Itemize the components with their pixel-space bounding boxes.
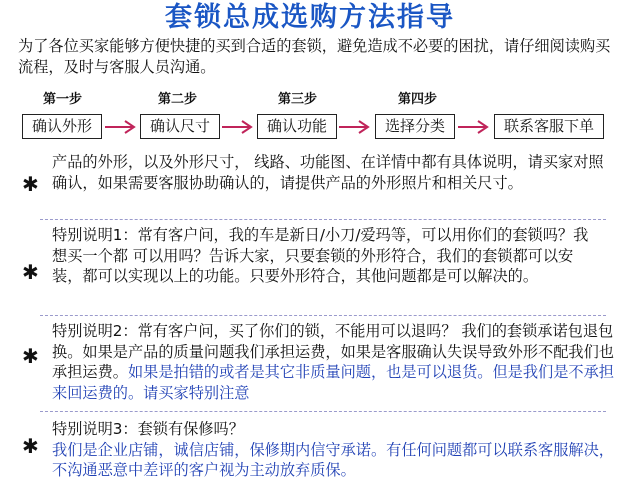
page-title: 套锁总成选购方法指导 (165, 2, 455, 33)
step-3-label: 第三步 (278, 92, 318, 107)
step-5-box: 联系客服下单 (494, 114, 604, 139)
divider (40, 315, 606, 316)
note-3-highlight: 我们是企业店铺，诚信店铺，保修期内信守承诺。有任何问题都可以联系客服解决，不沟通恶意中差评的客户视为主动放弃质保。 (52, 440, 614, 479)
star-icon: ✱ (22, 172, 39, 196)
section-note-3 (52, 419, 617, 481)
step-1-label: 第一步 (43, 92, 83, 107)
step-1-box: 确认外形 (22, 114, 102, 139)
star-icon: ✱ (22, 260, 39, 284)
divider (40, 219, 606, 220)
arrow-right-icon (104, 118, 139, 136)
step-4-box: 选择分类 (375, 114, 455, 139)
section-note-2 (52, 321, 617, 403)
note-2-text: 特别说明2：常有客户问，买了你们的锁，不能用可以退吗？ 我们的套锁承诺包退包换。如果是产品的质量问题我们承担运费，如果是客服确认失误导致外形不配我们也承担运费。 (52, 322, 614, 381)
star-icon: ✱ (22, 344, 39, 368)
arrow-right-icon (221, 118, 256, 136)
section-shape-size: 产品的外形，以及外形尺寸， 线路、功能图、在详情中都有具体说明，请买家对照确认，如果需要客服协助确认的，请提供产品的外形照片和相关尺寸。 (52, 153, 604, 192)
step-2-label: 第二步 (158, 92, 198, 107)
divider (40, 411, 606, 412)
section-note-1: 特别说明1：常有客户问，我的车是新日/小刀/爱玛等，可以用你们的套锁吗？我想买一个都 可以用吗？告诉大家，只要套锁的外形符合，我们的套锁都可以安装，都可以实现以上的功能。只要外形符合，其他问题都是可以解决的。 (52, 226, 589, 285)
step-4-label: 第四步 (398, 92, 438, 107)
arrow-right-icon (338, 118, 373, 136)
arrow-right-icon (457, 118, 492, 136)
step-3-box: 确认功能 (257, 114, 337, 139)
note-2-highlight: 如果是拍错的或者是其它非质量问题，也是可以退货。但是我们是不承担来回运费的。请买家特别注意 (52, 363, 614, 402)
note-3-text: 特别说明3：套锁有保修吗？ (52, 420, 244, 438)
step-2-box: 确认尺寸 (140, 114, 220, 139)
star-icon: ✱ (22, 434, 39, 458)
intro-text: 为了各位买家能够方便快捷的买到合适的套锁，避免造成不必要的困扰，请仔细阅读购买流程，及时与客服人员沟通。 (18, 37, 611, 76)
